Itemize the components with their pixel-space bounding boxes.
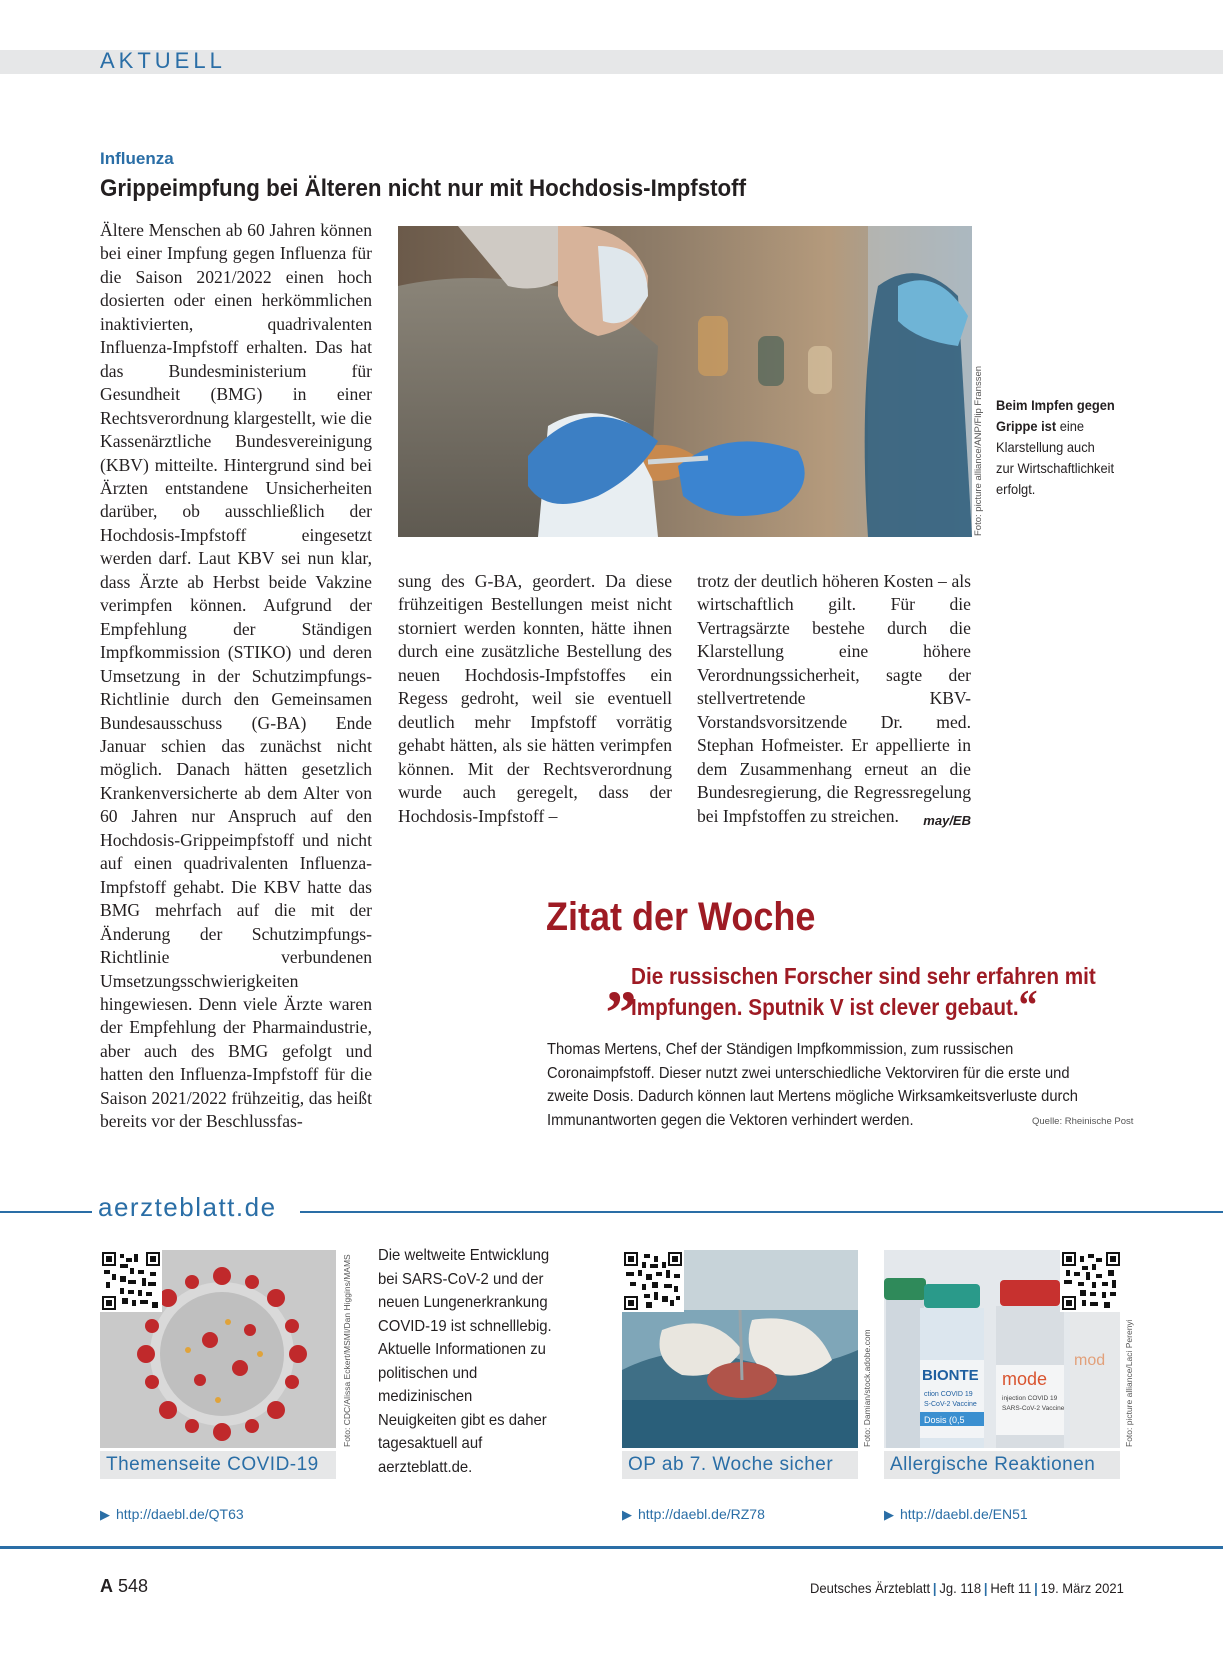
article-headline: Grippeimpfung bei Älteren nicht nur mit Hochdosis-Impfstoff: [100, 175, 747, 202]
caption-bold: Beim Impfen gegen Grippe ist: [996, 397, 1115, 434]
vaccination-photo-illustration: [398, 226, 972, 537]
tile-covid-credit: Foto: CDC/Alissa Eckert/MSMI/Dan Higgins/MAMS: [342, 1254, 352, 1447]
tile-surgery-link[interactable]: [622, 1506, 765, 1523]
article-kicker: Influenza: [100, 149, 174, 168]
journal-date: 19. März 2021: [1040, 1580, 1124, 1596]
vial-label-line-1: ction COVID 19: [924, 1391, 973, 1398]
aerzteblatt-title: aerzteblatt.de: [98, 1192, 277, 1222]
vial-label-brand-2: mode: [1002, 1369, 1048, 1389]
qr-code-icon[interactable]: [622, 1250, 684, 1312]
triangle-right-icon: ▶: [100, 1507, 110, 1522]
tile-covid-image[interactable]: [100, 1250, 336, 1448]
tile-allergy-image[interactable]: [884, 1250, 1120, 1448]
vial-label-brand-3: mod: [1074, 1352, 1106, 1369]
tile-surgery-image[interactable]: [622, 1250, 858, 1448]
journal-issue: Heft 11: [990, 1580, 1032, 1596]
quote-attribution: Thomas Mertens, Chef der Ständigen Impfkommission, zum russischen Coronaimpfstoff. Dieser nutzt zwei unterschiedliche Vektorviren für die erste und zweite Dosis. Dadurch können laut Mertens mögliche Wirksamkeitsverluste durch Immunantworten gegen die Vektoren verhindert werden.: [547, 1041, 1078, 1129]
tile-allergy-label[interactable]: Allergische Reaktionen: [884, 1451, 1120, 1479]
photo-caption: [996, 395, 1116, 500]
quote-close-mark: “: [1018, 983, 1038, 1029]
caption-text: eine Klarstellung auch zur Wirtschaftlichkeit erfolgt.: [996, 418, 1115, 497]
tile-covid-label[interactable]: Themenseite COVID-19: [100, 1451, 336, 1479]
footer-citation: Deutsches Ärzteblatt | Jg. 118 | Heft 11 | 19. März 2021: [810, 1580, 1124, 1596]
quote-text: [631, 961, 1099, 1029]
footer-rule: [0, 1546, 1223, 1549]
aerzteblatt-rule-left: [0, 1211, 92, 1213]
tile-covid-link[interactable]: [100, 1506, 244, 1523]
vaccination-photo: [398, 226, 972, 537]
quote-body: Die russischen Forscher sind sehr erfahren mit Impfungen. Sputnik V ist clever gebaut.: [631, 963, 1096, 1020]
vial-label-line-3: Dosis (0,5: [924, 1415, 965, 1425]
section-label: AKTUELL: [100, 48, 226, 73]
journal-volume: Jg. 118: [939, 1580, 982, 1596]
tile-allergy-link[interactable]: [884, 1506, 1028, 1523]
tile-covid-url[interactable]: http://daebl.de/QT63: [116, 1506, 244, 1522]
article-column-3: trotz der deutlich höheren Kosten – als wirtschaftlich gilt. Für die Vertragsärzte bestehe durch die Klarstellung eine höhere Verordnungssicherheit, sagte der stellvertretende KBV-Vorstandsvorsitzende Dr. med. Stephan Hofmeister. Er appellierte in dem Zusammenhang erneut an die Bundesregierung, die Regressregelung bei Impfstoffen zu streichen.: [697, 571, 971, 826]
qr-code-graphic: [624, 1252, 682, 1310]
qr-code-icon[interactable]: [100, 1250, 162, 1312]
qr-code-icon[interactable]: [1060, 1250, 1120, 1312]
article-column-1: Ältere Menschen ab 60 Jahren können bei einer Impfung gegen Influenza für die Saison 2021/2022 einen hoch dosierten oder einen herkömmlichen inaktivierten, quadrivalenten Influenza-Impfstoff erhalten. Das hat das Bundesministerium für Gesundheit (BMG) in einer Rechtsverordnung klargestellt, wie die Kassenärztliche Bundesvereinigung (KBV) mitteilte. Hintergrund sind bei Ärzten entstandene Unsicherheiten darüber, ob ausschließlich der Hochdosis-Impfstoff eingesetzt werden darf. Laut KBV sei nun klar, dass Ärzte ab Herbst beide Vakzine verimpfen können. Aufgrund der Empfehlung der Ständigen Impfkommission (STIKO) und deren Umsetzung in der Schutzimpfungs-Richtlinie durch den Gemeinsamen Bundesausschuss (G-BA) Ende Januar schien das zunächst nicht möglich. Danach hätten gesetzlich Krankenversicherte ab dem Alter von 60 Jahren nur Anspruch auf den Hochdosis-Grippeimpfstoff und nicht auf einen quadrivalenten Influenza-Impfstoff gehabt. Die KBV hatte das BMG mehrfach auf die mit der Änderung der Schutzimpfungs-Richtlinie verbundenen Umsetzungsschwierigkeiten hingewiesen. Denn viele Ärzte waren der Empfehlung der Pharmaindustrie, aber auch des BMG gefolgt und hatten den Influenza-Impfstoff für die Saison 2021/2022 frühzeitig, das heißt bereits vor der Beschlussfas-: [100, 220, 372, 1132]
article-column-2: sung des G-BA, geordert. Da diese frühzeitigen Bestellungen meist nicht storniert werden konnten, hätte ihnen durch eine zusätzliche Bestellung des neuen Hochdosis-Impfstoffes ein Regess gedroht, weil sie eventuell deutlich mehr Impfstoff vorrätig gehabt hätten, als sie hätten verimpfen können. Mit der Rechtsverordnung wurde auch geregelt, dass der Hochdosis-Impfstoff –: [398, 571, 672, 826]
quote-section-title: Zitat der Woche: [546, 895, 816, 939]
tile-surgery-credit: Foto: Damian/stock.adobe.com: [862, 1329, 872, 1447]
tile-surgery-url[interactable]: http://daebl.de/RZ78: [638, 1506, 765, 1522]
aerzteblatt-rule-right: [300, 1211, 1223, 1213]
tile-surgery-label[interactable]: OP ab 7. Woche sicher: [622, 1451, 858, 1479]
quote-source: Quelle: Rheinische Post: [1032, 1116, 1134, 1127]
quote-open-mark: „: [606, 947, 637, 1015]
tile-allergy-credit: Foto: picture alliance/Laci Perenyi: [1124, 1319, 1134, 1447]
page-number: [100, 1576, 148, 1597]
vial-label-line-4: injection COVID 19: [1002, 1395, 1058, 1402]
vial-label-line-2: S-CoV-2 Vaccine: [924, 1401, 977, 1408]
vial-label-brand-1: BIONTE: [922, 1367, 979, 1384]
article-column-3-wrap: [697, 570, 971, 832]
author-signature: may/EB: [923, 812, 971, 828]
qr-code-graphic: [102, 1252, 160, 1310]
qr-code-graphic: [1062, 1252, 1120, 1310]
journal-name: Deutsches Ärzteblatt: [810, 1580, 931, 1596]
triangle-right-icon: ▶: [884, 1507, 894, 1522]
page-prefix: A: [100, 1576, 113, 1596]
aerzteblatt-blurb: Die weltweite Entwicklung bei SARS-CoV-2 und der neuen Lungenerkrankung COVID-19 ist schnelllebig. Aktuelle Informationen zu politischen und medizinischen Neuigkeiten gibt es daher tagesaktuell auf aerzteblatt.de.: [378, 1247, 552, 1476]
vial-label-line-5: SARS-CoV-2 Vaccine: [1002, 1405, 1065, 1412]
triangle-right-icon: ▶: [622, 1507, 632, 1522]
photo-credit: Foto: picture alliance/ANP/Flip Franssen: [973, 365, 984, 536]
page-number-value: 548: [118, 1576, 149, 1596]
tile-allergy-url[interactable]: http://daebl.de/EN51: [900, 1506, 1028, 1522]
